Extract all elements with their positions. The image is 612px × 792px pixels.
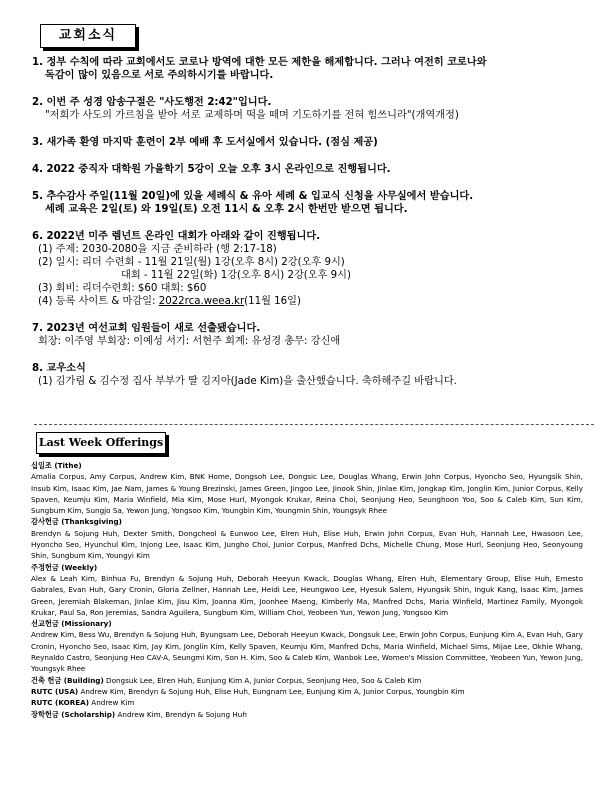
category-label: 장학헌금 (Scholarship) xyxy=(31,709,116,719)
offering-category xyxy=(31,686,583,697)
news-item-6-title: 6. 2022년 미주 렘넌트 온라인 대회가 아래와 같이 진행됩니다. xyxy=(32,231,321,242)
church-news-list xyxy=(32,56,592,402)
offering-category xyxy=(31,675,583,686)
news-item-7 xyxy=(32,322,592,348)
news-item-7-title: 7. 2023년 여선교회 임원들이 새로 선출됐습니다. xyxy=(32,323,261,334)
news-line: "저희가 사도의 가르침을 받아 서로 교제하며 떡을 떼며 기도하기를 전혀 힘쓰니라"(개역개정) xyxy=(45,110,459,121)
church-news-title: 교회소식 xyxy=(40,24,136,48)
conference-topic: (1) 주제: 2030-2080을 지금 준비하라 (행 2:17-18) xyxy=(38,244,277,255)
conference-fee: (3) 회비: 리더수련회: $60 대회: $60 xyxy=(38,283,207,294)
news-line: 독감이 많이 있음으로 서로 주의하시기를 바랍니다. xyxy=(45,70,274,81)
news-line: 1. 정부 수칙에 따라 교회에서도 코로나 방역에 대한 모든 제한을 해제합니다. 그러나 여전히 코로나와 xyxy=(32,57,487,68)
offering-category xyxy=(31,618,583,674)
offering-category xyxy=(31,516,583,561)
registration-label: (4) 등록 사이트 & 마감일: xyxy=(38,296,159,307)
news-line: 5. 추수감사 주일(11월 20일)에 있을 세례식 & 유아 세례 & 입교식 신청을 사무실에서 받습니다. xyxy=(32,191,474,202)
category-names: Andrew Kim xyxy=(91,698,135,708)
news-line: 3. 새가족 환영 마지막 훈련이 2부 예배 후 도서실에서 있습니다. (점심 제공) xyxy=(32,137,378,148)
member-news: (1) 김가림 & 김수정 집사 부부가 딸 김지아(Jade Kim)을 출산했습니다. 축하해주길 바랍니다. xyxy=(38,376,457,387)
news-line: 2. 이번 주 성경 암송구절은 "사도행전 2:42"입니다. xyxy=(32,97,272,108)
section-divider xyxy=(34,424,594,425)
news-item-8-title: 8. 교우소식 xyxy=(32,363,86,374)
offering-category xyxy=(31,697,583,708)
category-label: RUTC (USA) xyxy=(31,686,79,696)
news-item-6 xyxy=(32,230,592,308)
news-item-3 xyxy=(32,136,592,149)
category-label: 선교헌금 (Missionary) xyxy=(31,619,112,629)
category-label: RUTC (KOREA) xyxy=(31,698,89,708)
conference-date-leaders: (2) 일시: 리더 수련회 - 11월 21일(월) 1강(오후 8시) 2강(오후 9시) xyxy=(38,257,345,268)
category-names: Dongsuk Lee, Elren Huh, Eunjung Kim A, Junior Corpus, Seonjung Heo, Soo & Caleb Kim xyxy=(106,675,422,685)
category-label: 십일조 (Tithe) xyxy=(31,461,82,470)
category-names: Andrew Kim, Brendyn & Sojung Huh xyxy=(117,709,247,719)
news-line: 4. 2022 중직자 대학원 가을학기 5강이 오늘 오후 3시 온라인으로 진행됩니다. xyxy=(32,164,391,175)
category-names: Amalia Corpus, Amy Corpus, Andrew Kim, BNK Home, Dongsoh Lee, Dongsic Lee, Douglas Whang, Erwin John Corpus, Hyoncho Seo, Hyungsik Shin, Insub Kim, Isaac Kim, Jae Nam, James & Young Brezinski, James Green, Jingoo Lee, Jinook Shin, Jinlae Kim, Jongkap Kim, Jonglin Kim, Junior Corpus, Kelly Spaven, Keumju Kim, Maria Winfield, Mia Kim, Mose Hurl, Myongok Krukar, Reina Choi, Seonjung Heo, Seunghoon Yoo, Soo & Caleb Kim, Sun Kim, Sungbum Kim, Sungjo Sa, Yewon Jung, Yongsoo Kim, Youngbin Kim, Youngmin Shin, Youngsyk Rhee xyxy=(31,472,583,516)
category-names: Alex & Leah Kim, Binhua Fu, Brendyn & Sojung Huh, Deborah Heeyun Kwack, Douglas Whang, Elren Huh, Elementary Group, Elise Huh, Ernesto Gabrales, Evan Huh, Gary Cronin, Gloria Zellner, Hannah Lee, Heidi Lee, Heungwoo Lee, Hyesuk Salem, Hyungsik Shin, Inguk Kang, Isaac Kim, James Green, Jeremiah Blakeman, Jinlae Kim, Jisu Kim, Joanna Kim, Joonhee Maeng, Kimberly Ma, Manfred Dchs, Maria Winfield, Martinez Family, Myongok Krukar, Paul Sa, Ron Jeremias, Sandra Aguilera, Sungbum Kim, William Choi, Yeobeen Yun, Yewon Jung, Yongsoo Kim xyxy=(31,573,583,617)
category-names: Andrew Kim, Bess Wu, Brendyn & Sojung Huh, Byungsam Lee, Deborah Heeyun Kwack, Dongsuk Lee, Erwin John Corpus, Eunjung Kim A, Evan Huh, Gary Cronin, Hyoncho Seo, Isaac Kim, Jay Kim, Jonglin Kim, Kelly Spaven, Keumju Kim, Manfred Dchs, Maria Winfield, Michael Sims, Mijae Lee, Okhie Whang, Reynaldo Castro, Seonjung Heo CAV-A, Seungmi Kim, Son H. Kim, Soo & Caleb Kim, Wanbok Lee, Women's Mission Committee, Yeobeen Yun, Yewon Jung, Youngsyk Rhee xyxy=(31,630,583,674)
category-names: Andrew Kim, Brendyn & Sojung Huh, Elise Huh, Eungnam Lee, Eunjung Kim A, Junior Corpus, Youngbin Kim xyxy=(80,686,465,696)
news-item-4 xyxy=(32,163,592,176)
offering-category xyxy=(31,562,583,618)
category-label: 주정헌금 (Weekly) xyxy=(31,562,98,572)
officers-list: 회장: 이주영 부회장: 이예성 서기: 서현주 회계: 유성경 총무: 강신애 xyxy=(38,336,341,347)
category-label: 건축 헌금 (Building) xyxy=(31,675,104,685)
offering-category xyxy=(31,460,583,516)
conference-date-main: 대회 - 11월 22일(화) 1강(오후 8시) 2강(오후 9시) xyxy=(121,270,351,281)
offerings-title: Last Week Offerings xyxy=(36,432,166,454)
category-label: 감사헌금 (Thanksgiving) xyxy=(31,517,122,527)
registration-link[interactable]: 2022rca.weea.kr xyxy=(158,296,245,307)
category-names: Brendyn & Sojung Huh, Dexter Smith, Dongcheol & Eunwoo Lee, Elren Huh, Elise Huh, Erwin John Corpus, Evan Huh, Hannah Lee, Hwasoon Lee, Hyoncho Seo, Hyunchul Kim, Injong Lee, Isaac Kim, Jungho Choi, Junior Corpus, Manfred Dchs, Michelle Chung, Mose Hurl, Seonjung Heo, Seonyoung Shin, Sungbum Kim, Youngyi Kim xyxy=(31,528,583,561)
offerings-list xyxy=(31,460,583,720)
news-item-8 xyxy=(32,362,592,388)
registration-deadline: (11월 16일) xyxy=(244,296,301,307)
news-item-5 xyxy=(32,190,592,216)
news-line: 세례 교육은 2일(토) 와 19일(토) 오전 11시 & 오후 2시 한번만 받으면 됩니다. xyxy=(45,204,408,215)
news-item-2 xyxy=(32,96,592,122)
offering-category xyxy=(31,709,583,720)
news-item-1 xyxy=(32,56,592,82)
